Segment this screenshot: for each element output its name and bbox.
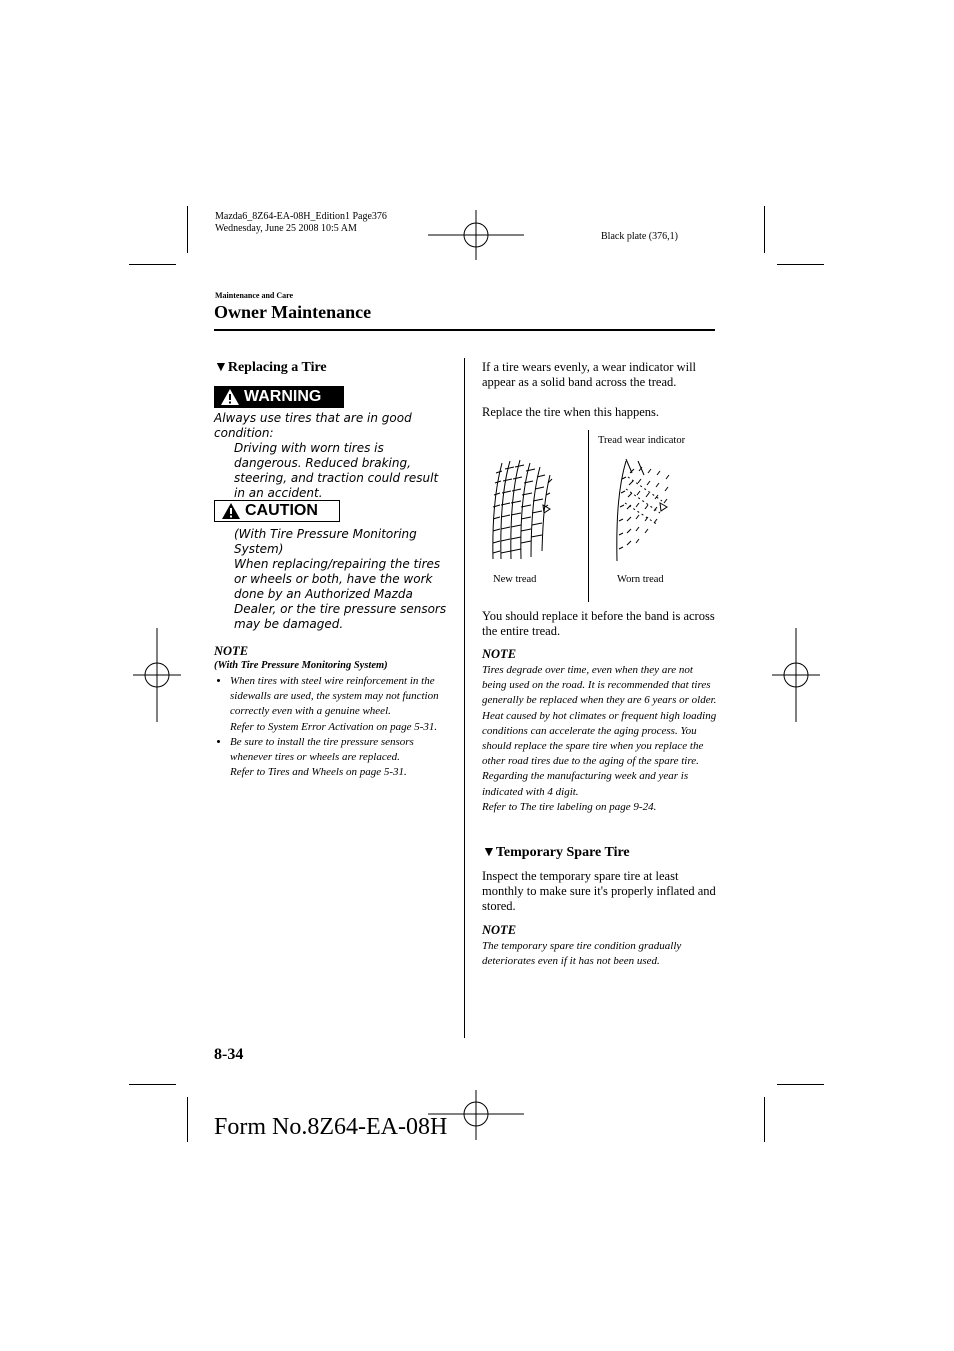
tread-wear-indicator-label: Tread wear indicator [598, 435, 686, 446]
list-item [230, 674, 450, 735]
triangle-down-icon: ▼ [482, 845, 496, 860]
spare-tire-text: Inspect the temporary spare tire at least monthly to make sure it's properly inflated and stored. [482, 869, 716, 913]
column-divider [464, 358, 465, 1038]
registration-mark-left [133, 628, 181, 722]
note-item-text: Be sure to install the tire pressure sensors whenever tires or wheels are replaced. [230, 735, 414, 764]
form-number: Form No.8Z64-EA-08H [214, 1114, 448, 1140]
title-rule [214, 329, 715, 331]
caution-text: When replacing/repairing the tires or wheels or both, have the work done by an Authorized Mazda Dealer, or the tire pressure sensors may be damaged. [234, 557, 447, 631]
note-item-text: When tires with steel wire reinforcement in the sidewalls are used, the system may not function correctly even with a genuine wheel. [230, 675, 439, 718]
note-item-ref: Refer to System Error Activation on page 5-31. [230, 720, 438, 733]
caution-lead: (With Tire Pressure Monitoring System) [234, 527, 417, 556]
worn-tread-label: Worn tread [617, 574, 664, 585]
new-tread-label: New tread [493, 574, 537, 585]
note-list-left [214, 674, 450, 780]
figure-divider [588, 430, 589, 602]
warning-badge-label: WARNING [244, 388, 322, 405]
registration-mark-right [772, 628, 820, 722]
registration-mark-top [428, 210, 524, 260]
tire-aging-note-text: Tires degrade over time, even when they are not being used on the road. It is recommended that tires generally be replaced when they are 6 years or older. Heat caused by hot climates or frequent high loading conditions can accelerate the aging process. You should replace the spare tire when you replace the other road tires due to the aging of the spare tire. Regarding the manufacturing week and year is indicated with 4 digit. [482, 664, 717, 798]
warning-badge [214, 386, 344, 408]
warning-lead: Always use tires that are in good condition: [214, 411, 412, 440]
print-header-date: Wednesday, June 25 2008 10:5 AM [215, 223, 357, 234]
list-item [230, 735, 450, 781]
page-number: 8-34 [214, 1046, 244, 1063]
warning-triangle-icon [220, 388, 240, 406]
worn-tread-illustration [610, 455, 682, 567]
print-header [215, 211, 387, 235]
print-header-file: Mazda6_8Z64-EA-08H_Edition1 Page376 [215, 211, 387, 222]
heading-replacing-tire [214, 360, 327, 376]
tire-aging-note [482, 663, 718, 815]
plate-label: Black plate (376,1) [601, 231, 678, 242]
replace-instruction: Replace the tire when this happens. [482, 405, 660, 419]
caution-triangle-icon [221, 502, 241, 520]
replace-before-band-text: You should replace it before the band is across the entire tread. [482, 609, 715, 638]
section-label: Maintenance and Care [215, 291, 294, 300]
caution-badge [214, 500, 340, 522]
heading-replacing-tire-text: Replacing a Tire [227, 360, 327, 375]
note-item-ref: Refer to Tires and Wheels on page 5-31. [230, 766, 407, 779]
tire-aging-note-ref: Refer to The tire labeling on page 9-24. [482, 800, 657, 813]
note-subtitle-left: (With Tire Pressure Monitoring System) [214, 660, 388, 671]
note-title-right-1: NOTE [482, 647, 517, 661]
wear-indicator-intro: If a tire wears evenly, a wear indicator will appear as a solid band across the tread. [482, 360, 697, 389]
page-title: Owner Maintenance [214, 302, 372, 322]
heading-temporary-spare-tire-text: Temporary Spare Tire [495, 845, 630, 860]
spare-tire-note: The temporary spare tire condition gradually deteriorates even if it has not been used. [482, 940, 682, 968]
note-title-right-2: NOTE [482, 923, 517, 937]
note-title-left: NOTE [214, 644, 249, 658]
heading-temporary-spare-tire [482, 845, 630, 861]
triangle-down-icon: ▼ [214, 360, 228, 375]
warning-text: Driving with worn tires is dangerous. Reduced braking, steering, and traction could result in an accident. [234, 441, 439, 500]
caution-badge-label: CAUTION [245, 502, 318, 519]
new-tread-illustration [488, 455, 560, 567]
